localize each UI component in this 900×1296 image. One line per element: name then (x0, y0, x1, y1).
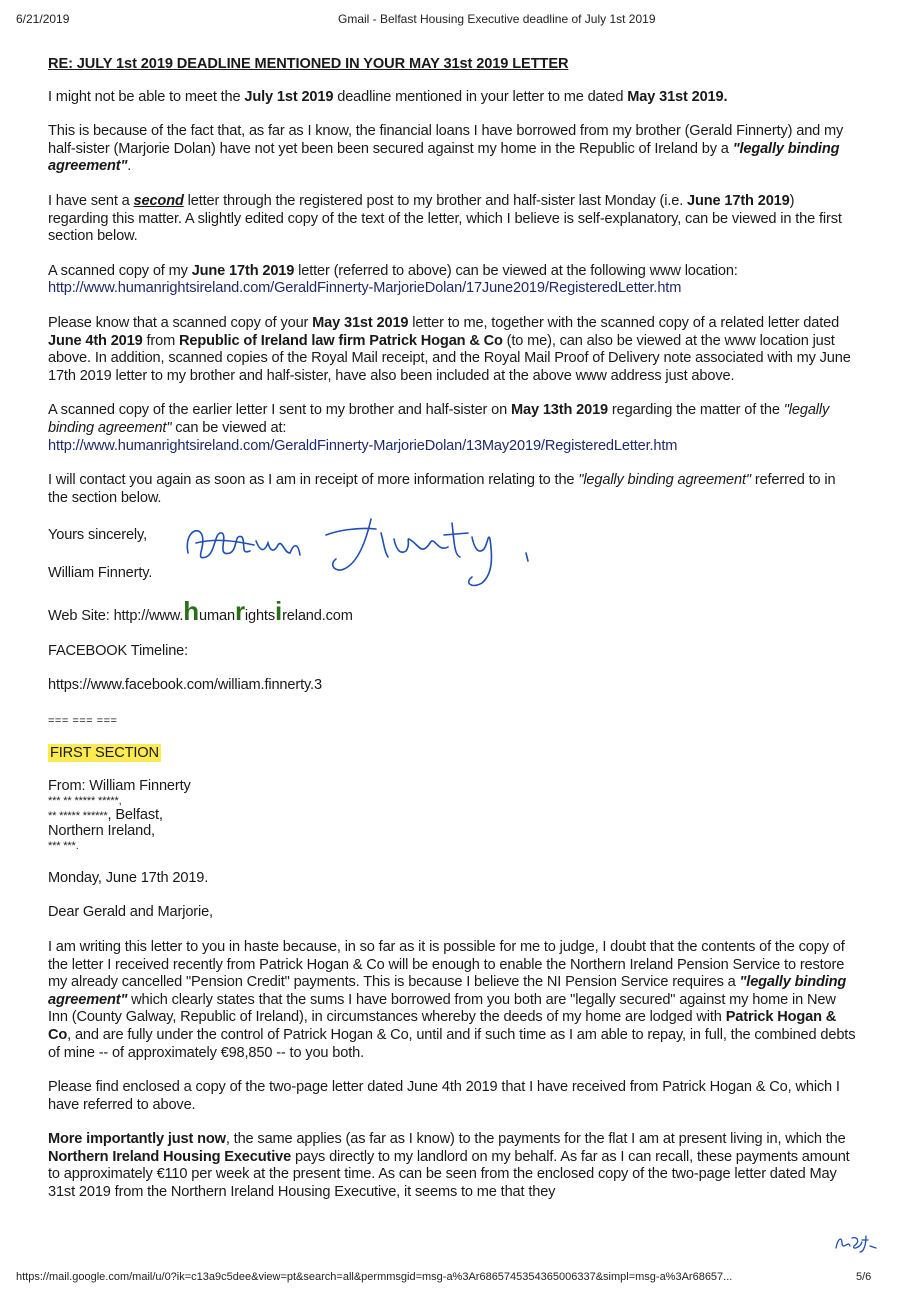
facebook-link[interactable]: https://www.facebook.com/william.finnerty.3 (48, 677, 322, 694)
bold-org: Northern Ireland Housing Executive (48, 1148, 292, 1165)
text: This is because of the fact that, as far as I know, the financial loans I have borrowed from my brother (Gerald Finnerty) and my half-sister (Marjorie Dolan) have not yet been been secured against my home in the Republic of Ireland by a (48, 123, 844, 157)
paragraph-second-letter (48, 193, 858, 246)
website-label: Web Site: (48, 608, 114, 625)
bold-law-firm: Republic of Ireland law firm Patrick Hogan & Co (178, 332, 503, 349)
address-line-3: Northern Ireland, (48, 823, 155, 840)
bold-lead: More importantly just now (48, 1131, 226, 1148)
bold-date: May 31st 2019 (312, 314, 409, 331)
text: I might not be able to meet the (48, 88, 245, 105)
logo-letter: h (183, 596, 200, 627)
text: ights (244, 608, 275, 625)
text: letter (referred to above) can be viewed at the following www location: (294, 262, 738, 279)
text: can be viewed at: (171, 419, 287, 436)
letter-body (48, 56, 858, 1219)
sender-address (48, 779, 858, 853)
text: from (142, 332, 179, 349)
signer-name: William Finnerty. (48, 565, 153, 582)
text: . (127, 158, 132, 175)
text: , and are fully under the control of Patrick Hogan & Co, until and if such time as I am able to repay, in full, the combined debts of mine -- of approximately €98,850 -- to you both. (48, 1026, 856, 1061)
facebook-link-line (48, 677, 858, 695)
text: A scanned copy of my (48, 262, 192, 279)
text: I am writing this letter to you in haste because, in so far as it is possible for me to judge, I doubt that the contents of the copy of the letter I received recently from Patrick Hogan & Co will be enough to enable the Northern Ireland Pension Service to restore my already cancelled "Pension Credit" payments. This is because I believe the NI Pension Service requires a (48, 938, 845, 991)
text: (to me), can also be viewed at the www location just above. In addition, scanned copies of the Royal Mail receipt, and the Royal Mail Proof of Delivery note associated with my June 17th 2019 letter to my brother and half-sister, have also been included at the above www address just above. (48, 332, 851, 384)
logo-letter: i (274, 596, 283, 627)
text: regarding the matter of the (608, 402, 784, 419)
signature-block (48, 513, 858, 593)
logo-letter: r (234, 596, 245, 627)
text: I will contact you again as soon as I am in receipt of more information relating to the (48, 472, 579, 489)
first-section-heading (48, 745, 858, 763)
bold-date: June 4th 2019 (48, 332, 143, 349)
text: letter to me, together with the scanned copy of a related letter dated (408, 314, 840, 331)
text: referred to in the section below. (48, 472, 836, 506)
paragraph-pension (48, 939, 858, 1062)
closing: Yours sincerely, (48, 527, 147, 544)
text: , the same applies (as far as I know) to the payments for the flat I am at present living in, which the (225, 1131, 846, 1148)
paragraph-reason (48, 123, 858, 176)
text: uman (199, 608, 235, 625)
footer-url: https://mail.google.com/mail/u/0?ik=c13a9c5dee&view=pt&search=all&permmsgid=msg-a%3Ar6865745354365006337&simpl=msg-a%3Ar68657... (16, 1271, 733, 1283)
handwritten-signature-icon (176, 513, 576, 593)
paragraph-scanned-june (48, 263, 858, 298)
text: deadline mentioned in your letter to me dated (333, 88, 628, 105)
highlighted-heading: FIRST SECTION (50, 744, 159, 761)
bold-date: July 1st 2019 (244, 88, 334, 105)
address-line-2 (48, 808, 858, 825)
separator: === === === (48, 715, 118, 728)
website-link[interactable] (113, 596, 353, 627)
paragraph-deadline (48, 89, 858, 107)
paragraph-housing (48, 1131, 858, 1201)
bold-date: June 17th 2019 (191, 262, 295, 279)
text: I have sent a (48, 192, 134, 209)
bold-date: May 13th 2019 (511, 402, 609, 419)
text: Please know that a scanned copy of your (48, 314, 313, 331)
bold-law-firm: Patrick Hogan & Co (48, 1009, 837, 1043)
letter-subject: RE: JULY 1st 2019 DEADLINE MENTIONED IN YOUR MAY 31st 2019 LETTER (48, 56, 569, 72)
redacted-text: ** ***** ****** (48, 809, 108, 822)
print-title: Gmail - Belfast Housing Executive deadline of July 1st 2019 (338, 12, 656, 26)
paragraph-contact-again (48, 472, 858, 507)
facebook-label: FACEBOOK Timeline: (48, 642, 189, 659)
text: reland.com (282, 608, 353, 625)
letter-date: Monday, June 17th 2019. (48, 869, 209, 886)
text: which clearly states that the sums I have borrowed from you both are "legally secured" against my home in New Inn (County Galway, Republic of Ireland), in circumstances whereby the deeds of my home are lodged with (48, 991, 836, 1026)
text: ) regarding this matter. A slightly edited copy of the text of the letter, which I believe is self-explanatory, can be viewed in the first section below. (48, 192, 842, 245)
address-line-1: *** ** ***** *****, (48, 794, 122, 807)
paragraph-scanned-may (48, 402, 858, 455)
emphasis-agreement: "legally binding agreement" (48, 974, 847, 1008)
address-line-4: *** ***. (48, 839, 79, 852)
salutation: Dear Gerald and Marjorie, (48, 904, 213, 921)
paragraph-related-letters (48, 315, 858, 385)
bold-date: June 17th 2019 (687, 192, 790, 209)
text: pays directly to my landlord on my behalf. As far as I can recall, these payments amount to approximately €110 per week at the present time. As can be seen from the enclosed copy of the two-page letter dated May 31st 2019 from the Northern Ireland Housing Executive, it seems to me that they (48, 1148, 850, 1201)
bold-date: May 31st 2019. (627, 88, 728, 105)
emphasis-second: second (133, 192, 184, 209)
from-line: From: William Finnerty (48, 778, 191, 795)
initials-signature-icon (832, 1232, 878, 1256)
text: letter through the registered post to my brother and half-sister last Monday (i.e. (183, 192, 688, 209)
link-june-letter[interactable]: http://www.humanrightsireland.com/GeraldFinnerty-MarjorieDolan/17June2019/RegisteredLetter.htm (48, 280, 682, 297)
text: http://www. (113, 608, 184, 625)
text: , Belfast, (107, 806, 163, 823)
italic-agreement: "legally binding agreement" (48, 402, 830, 436)
emphasis-agreement: "legally binding agreement" (48, 140, 840, 175)
text: A scanned copy of the earlier letter I sent to my brother and half-sister on (48, 402, 511, 419)
website-line (48, 596, 858, 627)
page-number: 5/6 (856, 1271, 872, 1283)
italic-agreement: "legally binding agreement" (578, 472, 751, 489)
paragraph-enclosed: Please find enclosed a copy of the two-page letter dated June 4th 2019 that I have received from Patrick Hogan & Co, which I have referred to above. (48, 1079, 840, 1113)
link-may-letter[interactable]: http://www.humanrightsireland.com/GeraldFinnerty-MarjorieDolan/13May2019/RegisteredLetter.htm (48, 437, 678, 454)
print-date: 6/21/2019 (16, 12, 70, 26)
